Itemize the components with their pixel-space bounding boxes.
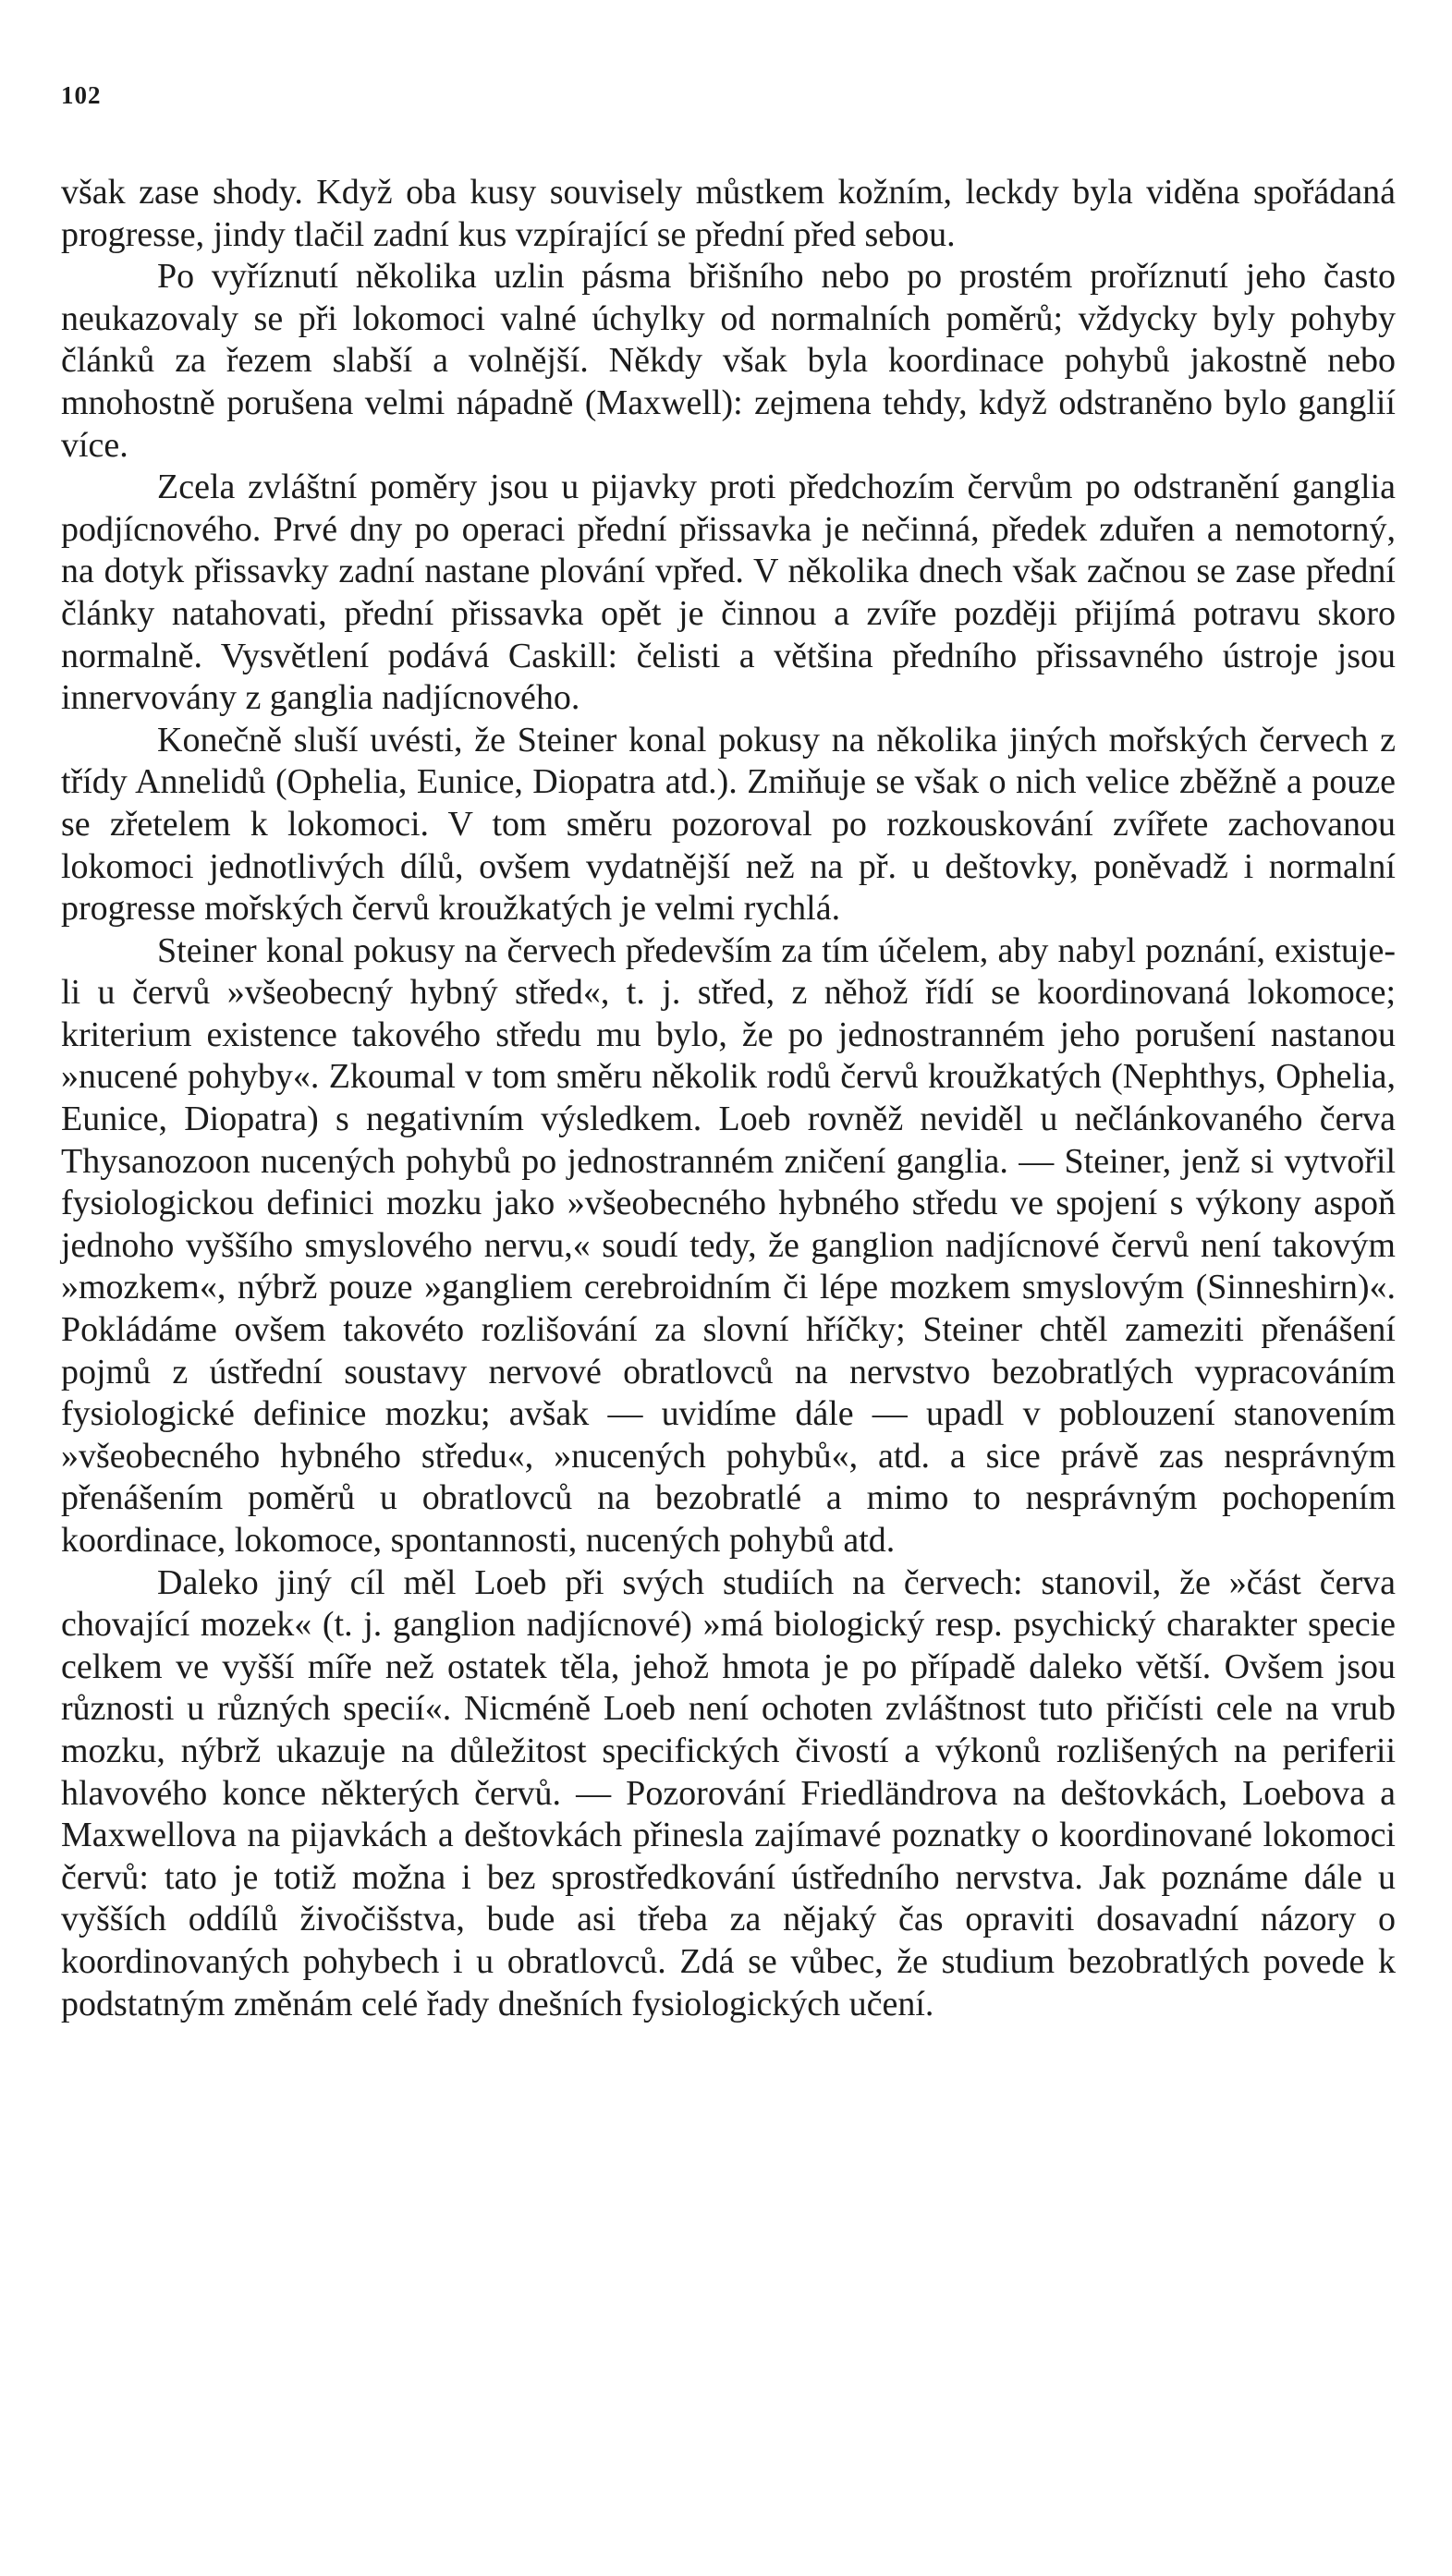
paragraph: Zcela zvláštní poměry jsou u pijavky proti předchozím červům po odstranění ganglia podjícnového. Prvé dny po operaci přední přissavka je nečinná, předek zduřen a nemotorný, na dotyk přissavky zadní nastane plování vpřed. V několika dnech však začnou se zase přední články natahovati, přední přissavka opět je činnou a zvíře později přijímá potravu skoro normalně. Vysvětlení podává Caskill: čelisti a většina předního přissavného ústroje jsou innervovány z ganglia nadjícnového. — [61, 468, 1396, 718]
paragraph: Konečně sluší uvésti, že Steiner konal pokusy na několika jiných mořských červech z třídy Annelidů (Ophelia, Eunice, Diopatra atd.). Zmiňuje se však o nich velice zběžně a pouze se zřetelem k lokomoci. V tom směru pozoroval po rozkouskování zvířete zachovanou lokomoci jednotlivých dílů, ovšem vydatnější než na př. u deštovky, poněvadž i normalní progresse mořských červů kroužkatých je velmi rychlá. — [61, 720, 1396, 929]
body-text — [61, 172, 1396, 2025]
paragraph: však zase shody. Když oba kusy souvisely můstkem kožním, leckdy byla viděna spořádaná progresse, jindy tlačil zadní kus vzpírající se přední před sebou. — [61, 173, 1396, 254]
paragraph: Steiner konal pokusy na červech především za tím účelem, aby nabyl poznání, existuje-li u červů »všeobecný hybný střed«, t. j. střed, z něhož řídí se koordinovaná lokomoce; kriterium existence takového středu mu bylo, že po jednostranném jeho porušení nastanou »nucené pohyby«. Zkoumal v tom směru několik rodů červů kroužkatých (Nephthys, Ophelia, Eunice, Diopatra) s negativním výsledkem. Loeb rovněž neviděl u nečlánkovaného červa Thysanozoon nucených pohybů po jednostranném zničení ganglia. — Steiner, jenž si vytvořil fysiologickou definici mozku jako »všeobecného hybného středu ve spojení s výkony aspoň jednoho vyššího smyslového nervu,« soudí tedy, že ganglion nadjícnové červů není takovým »mozkem«, nýbrž pouze »gangliem cerebroidním či lépe mozkem smyslovým (Sinneshirn)«. Pokládáme ovšem takovéto rozlišování za slovní hříčky; Steiner chtěl zameziti přenášení pojmů z ústřední soustavy nervové obratlovců na nervstvo bezobratlých vypracováním fysiologické definice mozku; avšak — uvidíme dále — upadl v poblouzení stanovením »všeobecného hybného středu«, »nucených pohybů«, atd. a sice právě zas nesprávným přenášením poměrů u obratlovců na bezobratlé a mimo to nesprávným pochopením koordinace, lokomoce, spontannosti, nucených pohybů atd. — [61, 930, 1396, 1560]
paragraph: Po vyříznutí několika uzlin pásma břišního nebo po prostém proříznutí jeho často neukazovaly se při lokomoci valné úchylky od normalních poměrů; vždycky byly pohyby článků za řezem slabší a volnější. Někdy však byla koordinace pohybů jakostně nebo mnohostně porušena velmi nápadně (Maxwell): zejmena tehdy, když odstraněno bylo ganglií více. — [61, 257, 1396, 465]
paragraph: Daleko jiný cíl měl Loeb při svých studiích na červech: stanovil, že »část červa chovající mozek« (t. j. ganglion nadjícnové) »má biologický resp. psychický charakter specie celkem ve vyšší míře než ostatek těla, jehož hmota je po případě daleko větší. Ovšem jsou různosti u různých specií«. Nicméně Loeb není ochoten zvláštnost tuto přičísti cele na vrub mozku, nýbrž ukazuje na důležitost specifických čivostí a výkonů rozlišených na periferii hlavového konce některých červů. — Pozorování Friedländrova na deštovkách, Loebova a Maxwellova na pijavkách a deštovkách přinesla zajímavé poznatky o koordinované lokomoci červů: tato je totiž možna i bez sprostředkování ústředního nervstva. Jak poznáme dále u vyšších oddílů živočišstva, bude asi třeba za nějaký čas opraviti dosavadní názory o koordinovaných pohybech i u obratlovců. Zdá se vůbec, že studium bezobratlých povede k podstatným změnám celé řady dnešních fysiologických učení. — [61, 1562, 1396, 2023]
book-page — [61, 0, 1396, 2576]
page-number: 102 — [61, 81, 102, 109]
